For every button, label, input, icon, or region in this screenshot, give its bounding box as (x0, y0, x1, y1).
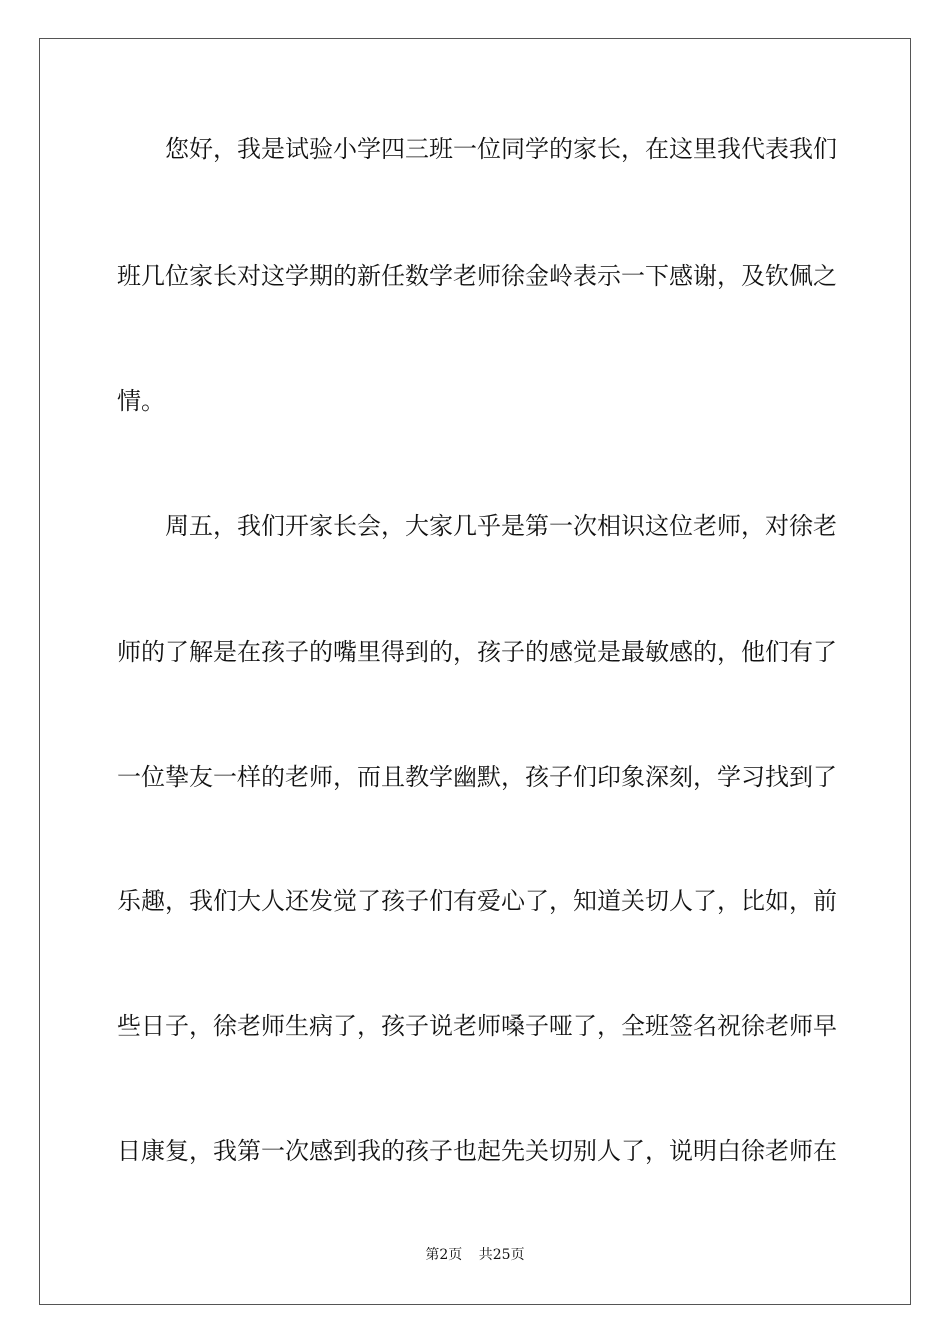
paragraph-2-line-1: 周五，我们开家长会，大家几乎是第一次相识这位老师，对徐老 (165, 512, 837, 540)
page-footer (0, 1246, 950, 1264)
page-total: 共25页 (478, 1247, 525, 1263)
paragraph-2-line-3: 一位挚友一样的老师，而且教学幽默，孩子们印象深刻，学习找到了 (117, 763, 837, 791)
page-number: 第2页 (425, 1247, 463, 1263)
paragraph-2-line-5: 些日子，徐老师生病了，孩子说老师嗓子哑了，全班签名祝徐老师早 (117, 1012, 837, 1040)
paragraph-2-line-4: 乐趣，我们大人还发觉了孩子们有爱心了，知道关切人了，比如，前 (117, 887, 837, 915)
paragraph-1-line-2: 班几位家长对这学期的新任数学老师徐金岭表示一下感谢，及钦佩之 (117, 262, 837, 290)
paragraph-1-line-3: 情。 (117, 387, 165, 415)
paragraph-2-line-6: 日康复，我第一次感到我的孩子也起先关切别人了，说明白徐老师在 (117, 1137, 837, 1165)
paragraph-1-line-1: 您好，我是试验小学四三班一位同学的家长，在这里我代表我们 (165, 135, 837, 163)
page-frame (39, 38, 911, 1305)
paragraph-2-line-2: 师的了解是在孩子的嘴里得到的，孩子的感觉是最敏感的，他们有了 (117, 638, 837, 666)
